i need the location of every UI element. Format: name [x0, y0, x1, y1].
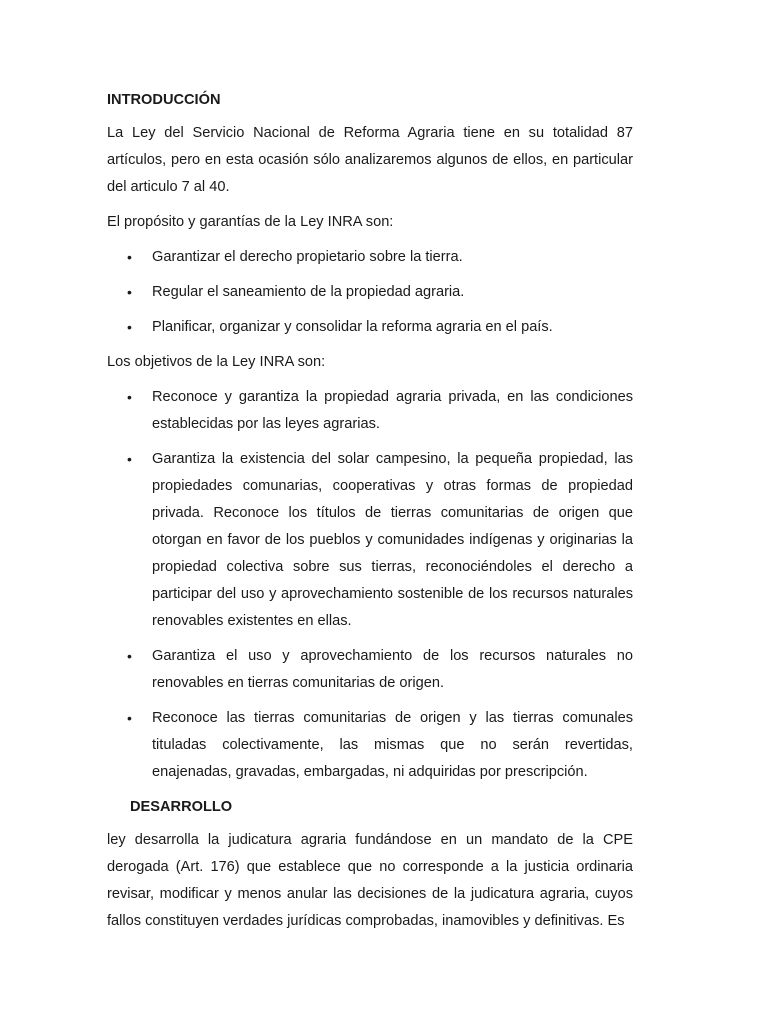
intro-paragraph-1: La Ley del Servicio Nacional de Reforma Agraria tiene en su totalidad 87 artículos, pero en esta ocasión sólo analizaremos algunos de ellos, en particular del articulo 7 al 40. [107, 125, 633, 195]
list-item-text: Planificar, organizar y consolidar la reforma agraria en el país. [152, 319, 553, 335]
list-item-text: Garantiza el uso y aprovechamiento de los recursos naturales no renovables en tierras comunitarias de origen. [152, 648, 633, 691]
list-item [107, 643, 633, 697]
intro-heading: INTRODUCCIÓN [107, 92, 221, 108]
bullet-icon: • [127, 389, 132, 405]
list-item [107, 279, 633, 306]
list-item-text: Garantiza la existencia del solar campesino, la pequeña propiedad, las propiedades comunarias, cooperativas y otras formas de propiedad privada. Reconoce los títulos de tierras comunitarias de origen que otorgan en favor de los pueblos y comunidades indígenas y originarias la propiedad colectiva sobre sus tierras, reconociéndoles el derecho a participar del uso y aprovechamiento sostenible de los recursos naturales renovables existentes en ellas. [152, 451, 633, 629]
bullet-icon: • [127, 710, 132, 726]
desarrollo-heading: DESARROLLO [130, 799, 233, 815]
intro-paragraph-3: Los objetivos de la Ley INRA son: [107, 354, 326, 370]
bullet-icon: • [127, 284, 132, 300]
list-item [107, 384, 633, 438]
list-item [107, 446, 633, 635]
list-item [107, 705, 633, 786]
bullet-icon: • [127, 451, 132, 467]
list-item [107, 314, 633, 341]
list-item-text: Reconoce las tierras comunitarias de origen y las tierras comunales tituladas colectivamente, las mismas que no serán revertidas, enajenadas, gravadas, embargadas, ni adquiridas por prescripción. [152, 710, 633, 780]
desarrollo-paragraph-1: ley desarrolla la judicatura agraria fundándose en un mandato de la CPE derogada (Art. 176) que establece que no corresponde a la justicia ordinaria revisar, modificar y menos anular las decisiones de la judicatura agraria, cuyos fallos constituyen verdades jurídicas comprobadas, inamovibles y definitivas. Es [107, 832, 633, 929]
list-item-text: Reconoce y garantiza la propiedad agraria privada, en las condiciones establecidas por las leyes agrarias. [152, 389, 633, 432]
bullet-icon: • [127, 249, 132, 265]
list-item-text: Regular el saneamiento de la propiedad agraria. [152, 284, 465, 300]
bullet-icon: • [127, 319, 132, 335]
list-item-text: Garantizar el derecho propietario sobre la tierra. [152, 249, 463, 265]
intro-paragraph-2: El propósito y garantías de la Ley INRA son: [107, 214, 394, 230]
bullet-icon: • [127, 648, 132, 664]
document-page [107, 87, 633, 943]
list-item [107, 244, 633, 271]
objectives-list [107, 384, 633, 786]
purposes-list [107, 244, 633, 341]
